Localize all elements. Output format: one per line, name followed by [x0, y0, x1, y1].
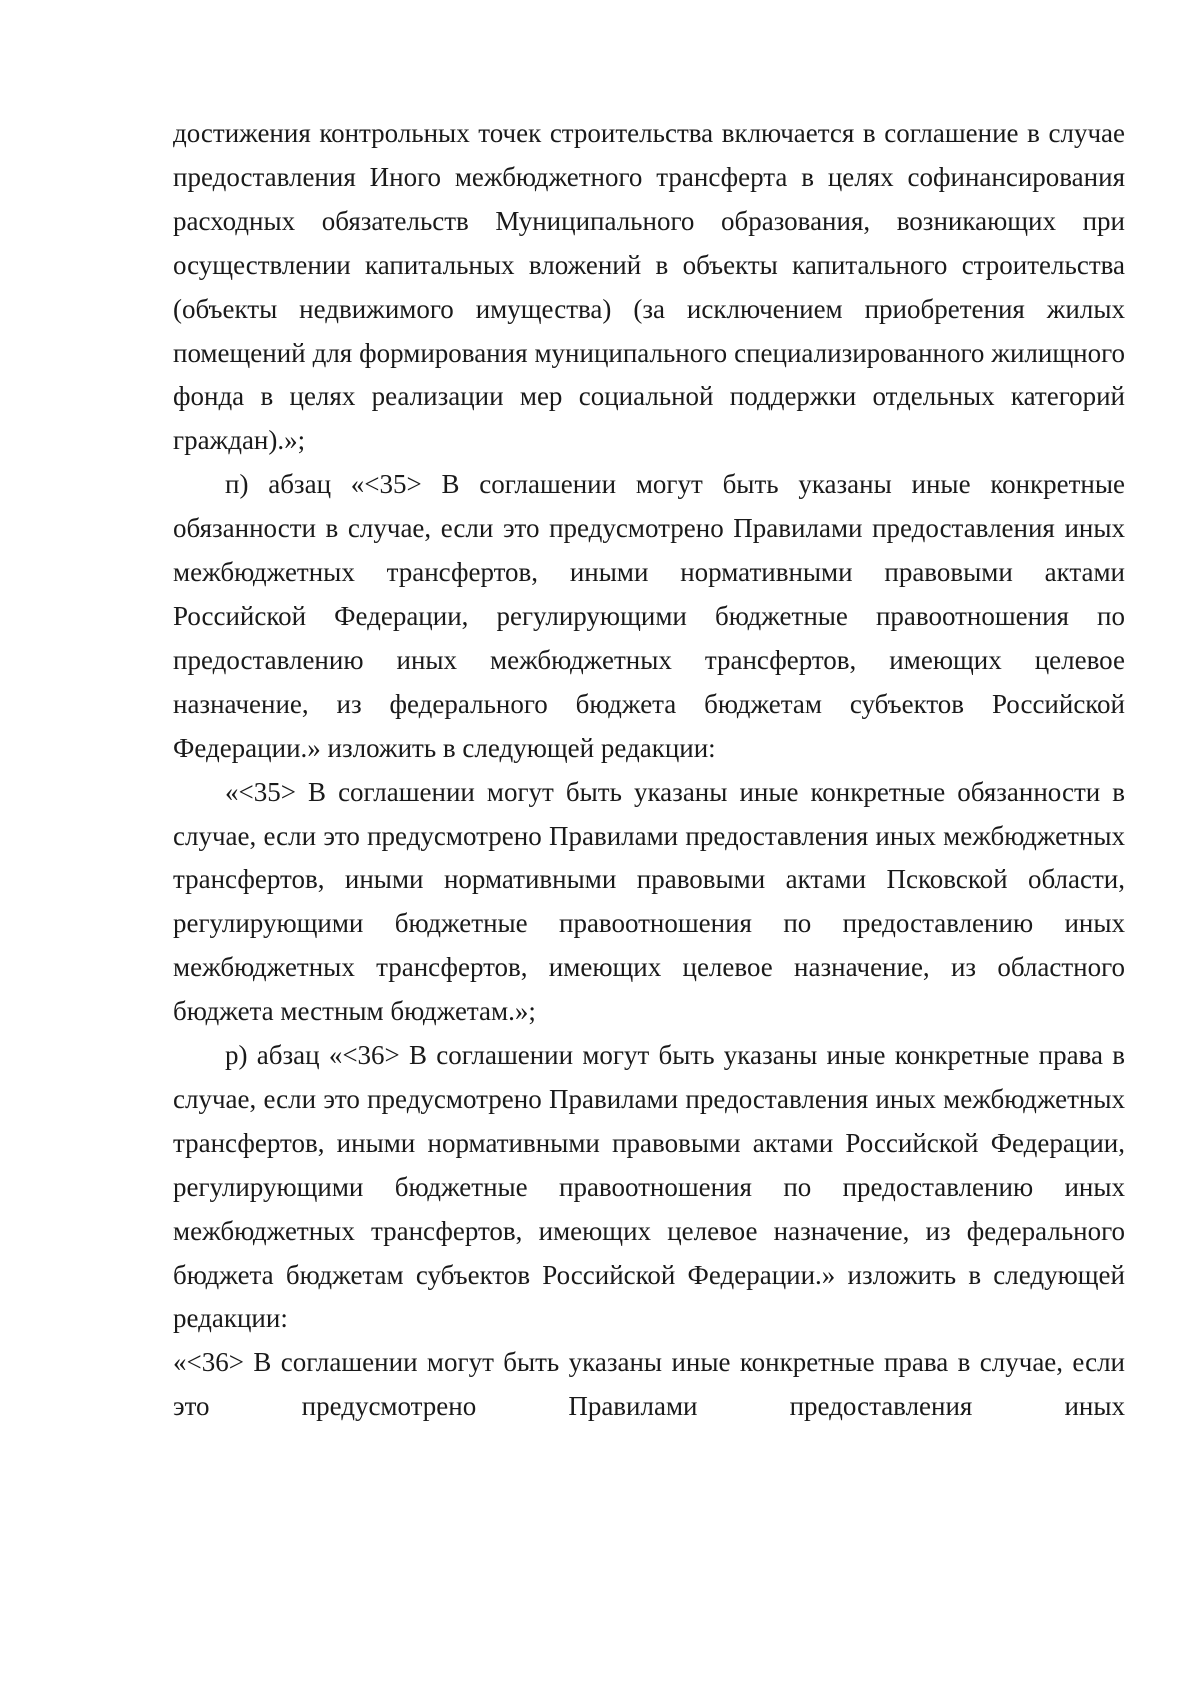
- paragraph-continuation: достижения контрольных точек строительства включается в соглашение в случае предоставления Иного межбюджетного трансферта в целях софинансирования расходных обязательств Муниципального образования, возникающих при осуществлении капитальных вложений в объекты капитального строительства (объекты недвижимого имущества) (за исключением приобретения жилых помещений для формирования муниципального специализированного жилищного фонда в целях реализации мер социальной поддержки отдельных категорий граждан).»;: [173, 118, 1125, 456]
- paragraph-new-text-36: «<36> В соглашении могут быть указаны иные конкретные права в случае, если это предусмотрено Правилами предоставления иных: [173, 1347, 1125, 1422]
- paragraph-new-text-35: «<35> В соглашении могут быть указаны иные конкретные обязанности в случае, если это предусмотрено Правилами предоставления иных межбюджетных трансфертов, иными нормативными правовыми актами Псковской области, регулирующими бюджетные правоотношения по предоставлению иных межбюджетных трансфертов, имеющих целевое назначение, из областного бюджета местным бюджетам.»;: [173, 776, 1125, 1027]
- paragraph-item-r: р) абзац «<36> В соглашении могут быть указаны иные конкретные права в случае, если это предусмотрено Правилами предоставления иных межбюджетных трансфертов, иными нормативными правовыми актами Российской Федерации, регулирующими бюджетные правоотношения по предоставлению иных межбюджетных трансфертов, имеющих целевое назначение, из федерального бюджета бюджетам субъектов Российской Федерации.» изложить в следующей редакции:: [173, 1040, 1125, 1334]
- document-body: [173, 112, 1125, 1429]
- paragraph-item-p: п) абзац «<35> В соглашении могут быть указаны иные конкретные обязанности в случае, если это предусмотрено Правилами предоставления иных межбюджетных трансфертов, иными нормативными правовыми актами Российской Федерации, регулирующими бюджетные правоотношения по предоставлению иных межбюджетных трансфертов, имеющих целевое назначение, из федерального бюджета бюджетам субъектов Российской Федерации.» изложить в следующей редакции:: [173, 469, 1125, 763]
